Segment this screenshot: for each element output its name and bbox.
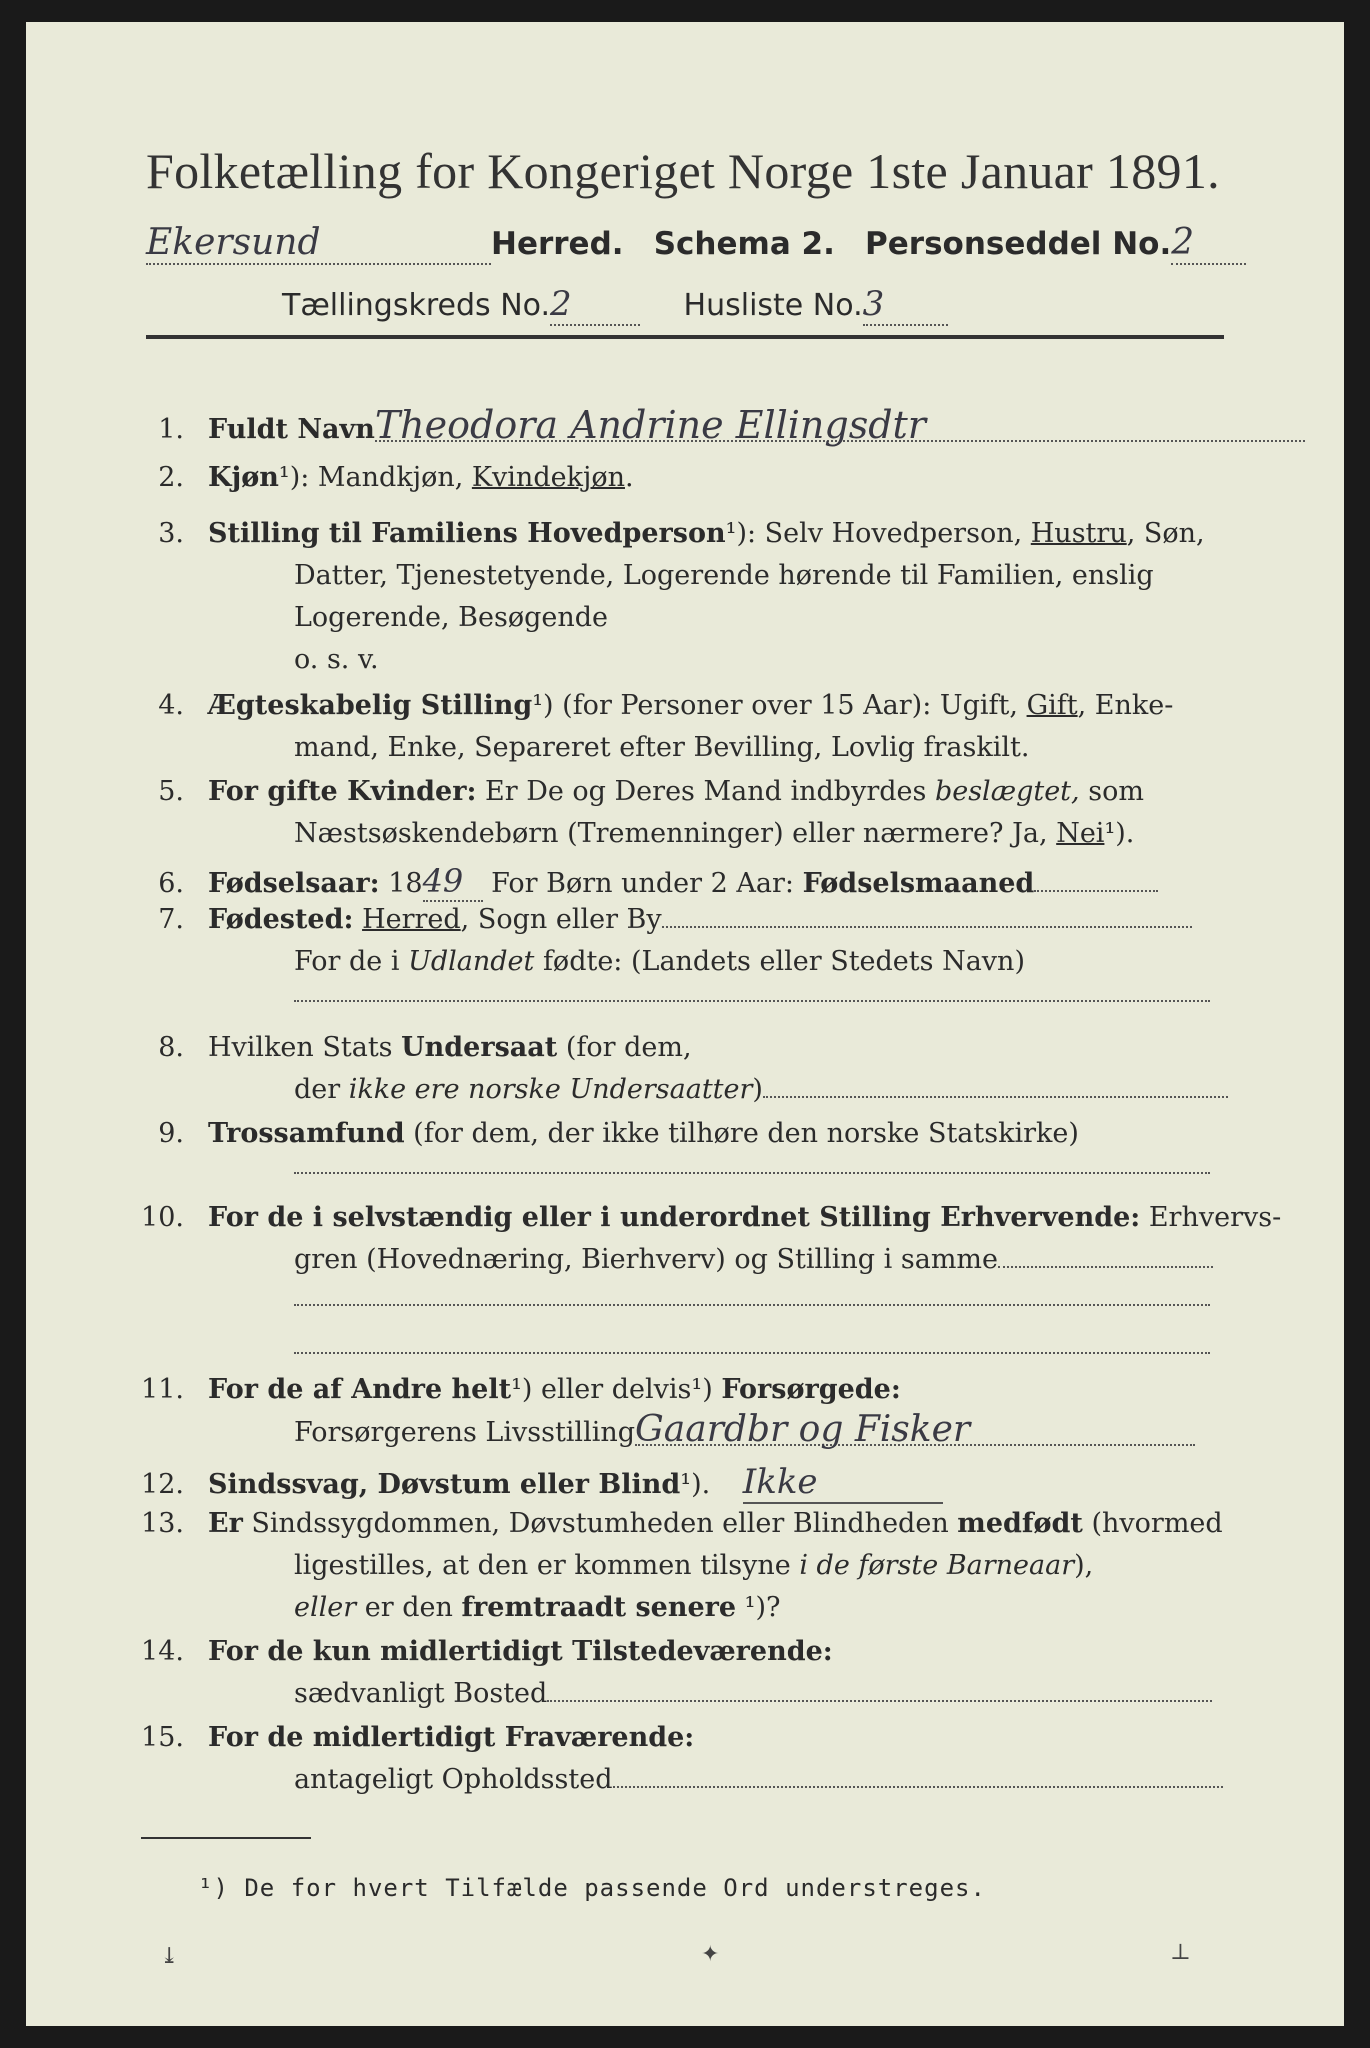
answer-line [294, 1172, 1210, 1174]
item-label: For de midlertidigt Fraværende: [208, 1722, 695, 1753]
item-label: For gifte Kvinder: [208, 776, 477, 807]
selected-option: Gift [1026, 690, 1078, 721]
registration-mark-icon: ✦ [701, 1942, 720, 1967]
birth-year-handwritten: 49 [423, 862, 483, 902]
item-label: Trossamfund [208, 1118, 405, 1149]
item-13-line-3: eller er den fremtraadt senere ¹)? [294, 1592, 781, 1623]
item-number: 7. [158, 904, 184, 935]
herred-line [146, 222, 1246, 265]
item-5-line-2: Næstsøskendebørn (Tremenninger) eller nærmere? Ja, Nei¹). [294, 818, 1135, 849]
kreds-label: Tællingskreds No. [282, 288, 550, 323]
item-label: Er [208, 1508, 243, 1539]
item-12: 12. Sindssvag, Døvstum eller Blind¹). Ikke [122, 1462, 943, 1504]
item-8: 8. Hvilken Stats Undersaat (for dem, [122, 1032, 692, 1063]
item-label: Fødselsaar: [208, 868, 380, 899]
selected-option: Hustru [1030, 518, 1127, 549]
item-number: 2. [158, 462, 184, 493]
registration-mark-icon: ⤓ [160, 1944, 179, 1969]
personseddel-label: Personseddel No. [865, 226, 1172, 262]
item-label: Sindssvag, Døvstum eller Blind [208, 1469, 681, 1500]
item-number: 12. [141, 1469, 184, 1500]
schema-label: Schema 2. [653, 226, 835, 262]
item-label: For de kun midlertidigt Tilstedeværende: [208, 1636, 833, 1667]
item-5: 5. For gifte Kvinder: Er De og Deres Mand indbyrdes beslægtet, som [122, 776, 1144, 807]
item-1 [122, 403, 1305, 447]
item-number: 4. [158, 690, 184, 721]
item-label: Stilling til Familiens Hovedperson [208, 518, 726, 549]
item-label: For de af Andre helt [208, 1374, 512, 1405]
item-14-line-2: sædvanligt Bosted [294, 1678, 1212, 1709]
census-form-sheet [26, 22, 1344, 2026]
item-11: 11. For de af Andre helt¹) eller delvis¹) Forsørgede: [122, 1374, 901, 1405]
answer-line [294, 1304, 1210, 1306]
item-label: For de i selvstændig eller i underordnet Stilling Erhvervende: [208, 1202, 1141, 1233]
answer-line [294, 1000, 1210, 1002]
item-15-line-2: antageligt Opholdssted [294, 1764, 1223, 1795]
item-15 [122, 1722, 694, 1753]
footnote-rule [141, 1837, 311, 1839]
item-2: 2. Kjøn¹): Mandkjøn, Kvindekjøn. [122, 462, 634, 493]
item-13: 13. Er Sindssygdommen, Døvstumheden eller Blindheden medfødt (hvormed [122, 1508, 1223, 1539]
item-3-line-3: Logerende, Besøgende [294, 602, 608, 633]
provider-occupation-handwritten: Gaardbr og Fisker [635, 1416, 1195, 1446]
item-number: 13. [141, 1508, 184, 1539]
item-number: 11. [141, 1374, 184, 1405]
item-label: Fuldt Navn [208, 414, 375, 445]
item-number: 1. [158, 414, 184, 445]
item-number: 9. [158, 1118, 184, 1149]
item-number: 14. [141, 1636, 184, 1667]
selected-option: Kvindekjøn [471, 462, 625, 493]
item-3: 3. Stilling til Familiens Hovedperson¹): Selv Hovedperson, Hustru, Søn, [122, 518, 1205, 549]
registration-mark-icon: ⊥ [1170, 1940, 1191, 1965]
disability-handwritten: Ikke [743, 1462, 943, 1504]
item-number: 5. [158, 776, 184, 807]
item-label: Kjøn [208, 462, 279, 493]
item-3-line-4: o. s. v. [294, 644, 379, 675]
footnote: ¹) De for hvert Tilfælde passende Ord understreges. [198, 1874, 986, 1902]
full-name-handwritten: Theodora Andrine Ellingsdtr [375, 410, 1305, 442]
item-9: 9. Trossamfund (for dem, der ikke tilhøre den norske Statskirke) [122, 1118, 1079, 1149]
item-10: 10. For de i selvstændig eller i underordnet Stilling Erhvervende: Erhvervs- [122, 1202, 1281, 1233]
husliste-label: Husliste No. [683, 288, 863, 323]
item-label: Undersaat [401, 1032, 558, 1063]
answer-line [294, 1352, 1210, 1354]
kreds-handwritten: 2 [550, 284, 640, 326]
item-number: 3. [158, 518, 184, 549]
item-11-line-2: Forsørgerens LivsstillingGaardbr og Fisker [294, 1416, 1195, 1448]
item-label: Ægteskabelig Stilling [208, 690, 533, 721]
item-14 [122, 1636, 833, 1667]
item-7: 7. Fødested: Herred, Sogn eller By [122, 904, 1192, 935]
herred-label: Herred. [491, 226, 624, 262]
item-4-line-2: mand, Enke, Separeret efter Bevilling, Lovlig fraskilt. [294, 732, 1030, 763]
item-8-line-2: der ikke ere norske Undersaatter) [294, 1074, 1228, 1105]
header-rule [146, 335, 1224, 339]
selected-option: Nei [1056, 818, 1105, 849]
item-13-line-2: ligestilles, at den er kommen tilsyne i de første Barneaar), [294, 1550, 1094, 1581]
item-number: 6. [158, 868, 184, 899]
item-number: 10. [141, 1202, 184, 1233]
item-4: 4. Ægteskabelig Stilling¹) (for Personer over 15 Aar): Ugift, Gift, Enke- [122, 690, 1173, 721]
personseddel-handwritten: 2 [1171, 222, 1246, 265]
form-title: Folketælling for Kongeriget Norge 1ste Januar 1891. [146, 143, 1220, 199]
item-6: 6. Fødselsaar: 1849 For Børn under 2 Aar: Fødselsmaaned [122, 862, 1158, 902]
item-7-line-2: For de i Udlandet fødte: (Landets eller Stedets Navn) [294, 946, 1025, 977]
item-number: 8. [158, 1032, 184, 1063]
husliste-handwritten: 3 [863, 284, 948, 326]
item-label: Fødested: [208, 904, 354, 935]
kreds-line [282, 284, 948, 326]
herred-handwritten: Ekersund [146, 222, 491, 265]
item-number: 15. [141, 1722, 184, 1753]
item-10-line-2: gren (Hovednæring, Bierhverv) og Stilling i samme [294, 1244, 1213, 1275]
selected-option: Herred [362, 904, 461, 935]
item-3-line-2: Datter, Tjenestetyende, Logerende hørende til Familien, enslig [294, 560, 1154, 591]
